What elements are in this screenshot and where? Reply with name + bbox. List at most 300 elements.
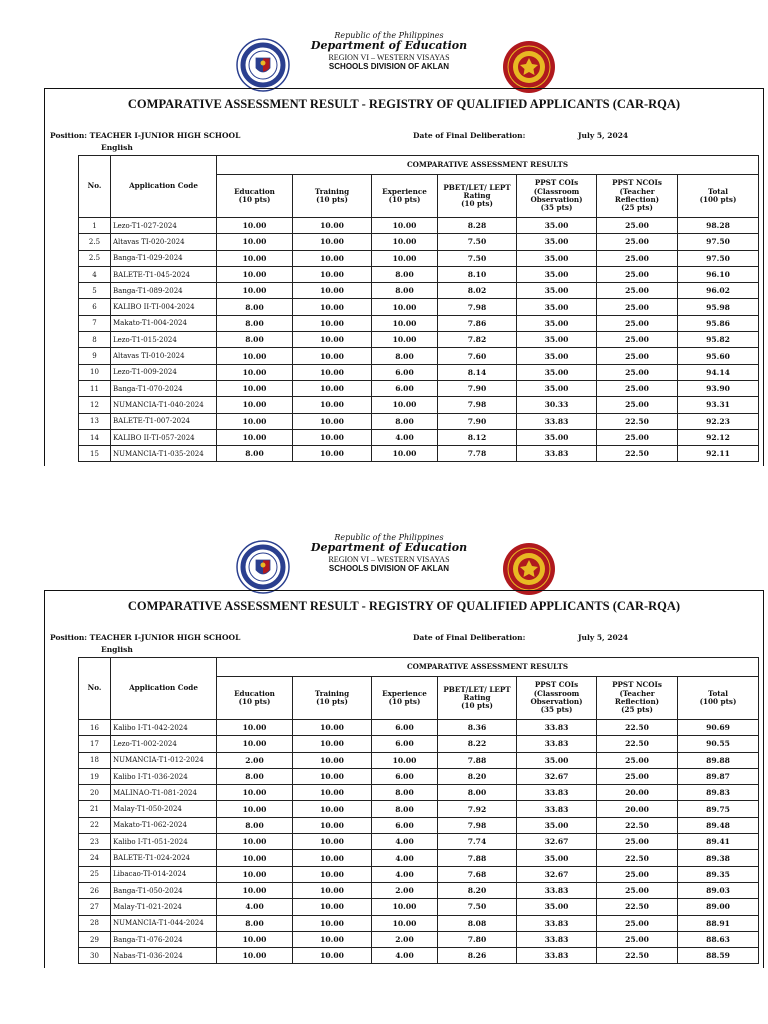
cell-ppst-ncois: 20.00 [597, 785, 678, 801]
cell-experience: 10.00 [372, 332, 438, 348]
cell-training: 10.00 [293, 915, 372, 931]
cell-no: 30 [79, 948, 111, 964]
cell-education: 10.00 [217, 283, 293, 299]
cell-ppst-ncois: 25.00 [597, 380, 678, 396]
aklan-division-seal-icon [502, 40, 556, 94]
cell-ppst-cois: 33.83 [517, 736, 597, 752]
document-page-1 [0, 24, 768, 504]
cell-total: 93.31 [678, 397, 759, 413]
cell-application-code: BALETE-T1-045-2024 [111, 266, 217, 282]
cell-total: 89.88 [678, 752, 759, 768]
region-line: REGION VI – WESTERN VISAYAS [328, 554, 450, 564]
division-line: SCHOOLS DIVISION OF AKLAN [328, 564, 450, 574]
cell-education: 8.00 [217, 446, 293, 462]
col-ppst-cois: PPST COIs (Classroom Observation) (35 pts) [517, 677, 597, 720]
table-row [79, 899, 759, 915]
cell-no: 15 [79, 446, 111, 462]
cell-education: 10.00 [217, 250, 293, 266]
cell-pbet-rating: 8.12 [438, 429, 517, 445]
cell-application-code: BALETE-T1-024-2024 [111, 850, 217, 866]
cell-ppst-ncois: 25.00 [597, 397, 678, 413]
cell-ppst-ncois: 25.00 [597, 283, 678, 299]
cell-experience: 10.00 [372, 915, 438, 931]
cell-education: 10.00 [217, 834, 293, 850]
cell-ppst-cois: 35.00 [517, 850, 597, 866]
cell-pbet-rating: 7.98 [438, 397, 517, 413]
cell-experience: 8.00 [372, 283, 438, 299]
cell-ppst-cois: 35.00 [517, 299, 597, 315]
cell-total: 89.83 [678, 785, 759, 801]
cell-total: 89.38 [678, 850, 759, 866]
cell-training: 10.00 [293, 801, 372, 817]
cell-experience: 10.00 [372, 446, 438, 462]
table-row [79, 299, 759, 315]
republic-line: Republic of the Philippines [334, 31, 444, 40]
cell-education: 10.00 [217, 218, 293, 234]
cell-application-code: Banga-T1-029-2024 [111, 250, 217, 266]
cell-education: 10.00 [217, 931, 293, 947]
cell-ppst-cois: 32.67 [517, 866, 597, 882]
cell-ppst-ncois: 25.00 [597, 752, 678, 768]
cell-experience: 6.00 [372, 768, 438, 784]
table-row [79, 250, 759, 266]
cell-training: 10.00 [293, 364, 372, 380]
cell-no: 29 [79, 931, 111, 947]
cell-experience: 6.00 [372, 817, 438, 833]
cell-pbet-rating: 8.10 [438, 266, 517, 282]
group-header: COMPARATIVE ASSESSMENT RESULTS [217, 156, 759, 175]
cell-training: 10.00 [293, 882, 372, 898]
cell-ppst-ncois: 25.00 [597, 768, 678, 784]
col-ppst-ncois: PPST NCOIs (Teacher Reflection) (25 pts) [597, 677, 678, 720]
cell-total: 93.90 [678, 380, 759, 396]
table-row [79, 882, 759, 898]
cell-ppst-cois: 35.00 [517, 380, 597, 396]
cell-no: 9 [79, 348, 111, 364]
cell-pbet-rating: 7.80 [438, 931, 517, 947]
col-total: Total (100 pts) [678, 175, 759, 218]
cell-application-code: NUMANCIA-T1-044-2024 [111, 915, 217, 931]
cell-ppst-ncois: 25.00 [597, 299, 678, 315]
cell-education: 10.00 [217, 364, 293, 380]
cell-training: 10.00 [293, 413, 372, 429]
document-page-2 [0, 526, 768, 1006]
results-table [78, 155, 759, 462]
cell-ppst-cois: 35.00 [517, 332, 597, 348]
cell-ppst-ncois: 22.50 [597, 736, 678, 752]
cell-application-code: Altavas TI-010-2024 [111, 348, 217, 364]
cell-no: 25 [79, 866, 111, 882]
cell-ppst-cois: 35.00 [517, 817, 597, 833]
table-row [79, 801, 759, 817]
table-row [79, 380, 759, 396]
results-body [79, 218, 759, 462]
cell-ppst-cois: 33.83 [517, 801, 597, 817]
cell-no: 24 [79, 850, 111, 866]
cell-no: 22 [79, 817, 111, 833]
cell-experience: 2.00 [372, 931, 438, 947]
cell-application-code: BALETE-T1-007-2024 [111, 413, 217, 429]
cell-total: 95.82 [678, 332, 759, 348]
col-application-code: Application Code [111, 658, 217, 720]
document-title: COMPARATIVE ASSESSMENT RESULT - REGISTRY OF QUALIFIED APPLICANTS (CAR-RQA) [127, 599, 681, 613]
cell-experience: 10.00 [372, 218, 438, 234]
cell-application-code: Banga-T1-089-2024 [111, 283, 217, 299]
cell-pbet-rating: 7.98 [438, 299, 517, 315]
cell-total: 88.91 [678, 915, 759, 931]
cell-experience: 8.00 [372, 413, 438, 429]
table-row [79, 283, 759, 299]
cell-ppst-cois: 35.00 [517, 899, 597, 915]
cell-total: 90.69 [678, 720, 759, 736]
cell-experience: 4.00 [372, 866, 438, 882]
cell-ppst-ncois: 25.00 [597, 931, 678, 947]
table-row [79, 266, 759, 282]
col-education: Education (10 pts) [217, 677, 293, 720]
cell-education: 10.00 [217, 348, 293, 364]
cell-total: 89.41 [678, 834, 759, 850]
cell-education: 10.00 [217, 801, 293, 817]
col-training: Training (10 pts) [293, 677, 372, 720]
table-row [79, 915, 759, 931]
cell-ppst-cois: 33.83 [517, 785, 597, 801]
aklan-division-seal-icon [502, 542, 556, 596]
cell-pbet-rating: 7.92 [438, 801, 517, 817]
table-row [79, 348, 759, 364]
cell-application-code: Banga-T1-070-2024 [111, 380, 217, 396]
cell-ppst-cois: 30.33 [517, 397, 597, 413]
cell-total: 92.12 [678, 429, 759, 445]
cell-pbet-rating: 7.82 [438, 332, 517, 348]
cell-pbet-rating: 7.78 [438, 446, 517, 462]
cell-ppst-cois: 33.83 [517, 720, 597, 736]
cell-training: 10.00 [293, 720, 372, 736]
position-label: Position: TEACHER I-JUNIOR HIGH SCHOOL [50, 131, 241, 140]
cell-pbet-rating: 8.14 [438, 364, 517, 380]
cell-application-code: Malay-T1-021-2024 [111, 899, 217, 915]
date-label: Date of Final Deliberation: [413, 633, 526, 642]
cell-training: 10.00 [293, 218, 372, 234]
cell-training: 10.00 [293, 283, 372, 299]
cell-education: 8.00 [217, 315, 293, 331]
table-row [79, 429, 759, 445]
cell-no: 1 [79, 218, 111, 234]
cell-ppst-ncois: 22.50 [597, 413, 678, 429]
cell-education: 10.00 [217, 397, 293, 413]
cell-ppst-ncois: 25.00 [597, 266, 678, 282]
cell-training: 10.00 [293, 332, 372, 348]
cell-ppst-cois: 35.00 [517, 752, 597, 768]
cell-ppst-ncois: 25.00 [597, 882, 678, 898]
table-row [79, 446, 759, 462]
cell-ppst-cois: 32.67 [517, 768, 597, 784]
cell-education: 10.00 [217, 850, 293, 866]
cell-ppst-ncois: 25.00 [597, 218, 678, 234]
cell-ppst-ncois: 25.00 [597, 915, 678, 931]
table-row [79, 218, 759, 234]
cell-ppst-cois: 35.00 [517, 218, 597, 234]
cell-pbet-rating: 8.08 [438, 915, 517, 931]
cell-pbet-rating: 7.50 [438, 234, 517, 250]
cell-ppst-ncois: 25.00 [597, 250, 678, 266]
cell-ppst-cois: 35.00 [517, 429, 597, 445]
cell-no: 2.5 [79, 250, 111, 266]
cell-application-code: Lezo-T1-009-2024 [111, 364, 217, 380]
cell-total: 89.00 [678, 899, 759, 915]
cell-no: 7 [79, 315, 111, 331]
cell-application-code: Nabas-T1-036-2024 [111, 948, 217, 964]
col-education: Education (10 pts) [217, 175, 293, 218]
cell-experience: 4.00 [372, 834, 438, 850]
cell-total: 92.11 [678, 446, 759, 462]
cell-education: 10.00 [217, 882, 293, 898]
cell-training: 10.00 [293, 752, 372, 768]
cell-ppst-cois: 33.83 [517, 882, 597, 898]
cell-total: 98.28 [678, 218, 759, 234]
cell-total: 89.75 [678, 801, 759, 817]
cell-training: 10.00 [293, 315, 372, 331]
cell-training: 10.00 [293, 234, 372, 250]
col-pbet: PBET/LET/ LEPT Rating (10 pts) [438, 677, 517, 720]
col-training: Training (10 pts) [293, 175, 372, 218]
date-value: July 5, 2024 [578, 633, 629, 642]
cell-no: 17 [79, 736, 111, 752]
cell-experience: 10.00 [372, 899, 438, 915]
cell-no: 16 [79, 720, 111, 736]
cell-application-code: Kalibo I-T1-036-2024 [111, 768, 217, 784]
cell-total: 89.03 [678, 882, 759, 898]
republic-line: Republic of the Philippines [334, 533, 444, 542]
cell-no: 19 [79, 768, 111, 784]
letterhead [0, 526, 768, 590]
col-experience: Experience (10 pts) [372, 677, 438, 720]
cell-experience: 6.00 [372, 720, 438, 736]
cell-training: 10.00 [293, 768, 372, 784]
cell-application-code: Kalibo I-T1-042-2024 [111, 720, 217, 736]
cell-application-code: Lezo-T1-027-2024 [111, 218, 217, 234]
cell-no: 23 [79, 834, 111, 850]
table-row [79, 397, 759, 413]
table-row [79, 720, 759, 736]
cell-application-code: Lezo-T1-015-2024 [111, 332, 217, 348]
deped-seal-icon [236, 38, 290, 92]
cell-pbet-rating: 7.86 [438, 315, 517, 331]
cell-application-code: Altavas TI-020-2024 [111, 234, 217, 250]
cell-application-code: Kalibo I-T1-051-2024 [111, 834, 217, 850]
cell-education: 8.00 [217, 299, 293, 315]
cell-total: 96.10 [678, 266, 759, 282]
cell-ppst-cois: 35.00 [517, 234, 597, 250]
cell-training: 10.00 [293, 785, 372, 801]
cell-ppst-ncois: 22.50 [597, 948, 678, 964]
letterhead [0, 24, 768, 88]
cell-training: 10.00 [293, 817, 372, 833]
cell-ppst-ncois: 25.00 [597, 866, 678, 882]
cell-training: 10.00 [293, 948, 372, 964]
cell-education: 10.00 [217, 736, 293, 752]
cell-experience: 8.00 [372, 785, 438, 801]
cell-training: 10.00 [293, 397, 372, 413]
group-header: COMPARATIVE ASSESSMENT RESULTS [217, 658, 759, 677]
cell-no: 12 [79, 397, 111, 413]
cell-experience: 6.00 [372, 380, 438, 396]
col-ppst-ncois: PPST NCOIs (Teacher Reflection) (25 pts) [597, 175, 678, 218]
cell-experience: 10.00 [372, 250, 438, 266]
cell-ppst-cois: 33.83 [517, 413, 597, 429]
cell-pbet-rating: 7.90 [438, 413, 517, 429]
table-row [79, 234, 759, 250]
table-row [79, 364, 759, 380]
cell-application-code: Banga-T1-050-2024 [111, 882, 217, 898]
cell-no: 5 [79, 283, 111, 299]
cell-no: 26 [79, 882, 111, 898]
cell-total: 96.02 [678, 283, 759, 299]
cell-ppst-ncois: 22.50 [597, 850, 678, 866]
position-subject: English [101, 645, 133, 654]
letterhead-text [290, 31, 488, 71]
cell-no: 27 [79, 899, 111, 915]
cell-total: 89.87 [678, 768, 759, 784]
cell-training: 10.00 [293, 736, 372, 752]
cell-pbet-rating: 8.36 [438, 720, 517, 736]
cell-education: 10.00 [217, 429, 293, 445]
col-pbet: PBET/LET/ LEPT Rating (10 pts) [438, 175, 517, 218]
table-row [79, 948, 759, 964]
registry-frame [44, 88, 764, 466]
cell-education: 10.00 [217, 866, 293, 882]
cell-no: 4 [79, 266, 111, 282]
cell-training: 10.00 [293, 250, 372, 266]
cell-ppst-cois: 35.00 [517, 364, 597, 380]
cell-pbet-rating: 7.98 [438, 817, 517, 833]
cell-total: 92.23 [678, 413, 759, 429]
col-ppst-cois: PPST COIs (Classroom Observation) (35 pts) [517, 175, 597, 218]
cell-education: 8.00 [217, 768, 293, 784]
cell-training: 10.00 [293, 446, 372, 462]
cell-total: 95.98 [678, 299, 759, 315]
cell-ppst-ncois: 25.00 [597, 348, 678, 364]
department-line: Department of Education [310, 39, 468, 53]
cell-education: 8.00 [217, 915, 293, 931]
cell-ppst-cois: 35.00 [517, 315, 597, 331]
position-label: Position: TEACHER I-JUNIOR HIGH SCHOOL [50, 633, 241, 642]
col-experience: Experience (10 pts) [372, 175, 438, 218]
cell-experience: 4.00 [372, 850, 438, 866]
cell-training: 10.00 [293, 429, 372, 445]
cell-ppst-ncois: 22.50 [597, 899, 678, 915]
cell-education: 8.00 [217, 332, 293, 348]
cell-experience: 10.00 [372, 752, 438, 768]
cell-pbet-rating: 7.68 [438, 866, 517, 882]
cell-pbet-rating: 7.90 [438, 380, 517, 396]
cell-application-code: Banga-T1-076-2024 [111, 931, 217, 947]
cell-no: 2.5 [79, 234, 111, 250]
cell-education: 10.00 [217, 234, 293, 250]
table-row [79, 785, 759, 801]
col-total: Total (100 pts) [678, 677, 759, 720]
table-row [79, 332, 759, 348]
cell-application-code: Makato-T1-062-2024 [111, 817, 217, 833]
cell-education: 10.00 [217, 413, 293, 429]
cell-ppst-cois: 33.83 [517, 446, 597, 462]
cell-ppst-ncois: 25.00 [597, 364, 678, 380]
cell-no: 18 [79, 752, 111, 768]
cell-pbet-rating: 7.74 [438, 834, 517, 850]
cell-pbet-rating: 8.26 [438, 948, 517, 964]
cell-no: 10 [79, 364, 111, 380]
col-application-code: Application Code [111, 156, 217, 218]
cell-no: 28 [79, 915, 111, 931]
table-row [79, 413, 759, 429]
cell-ppst-ncois: 22.50 [597, 446, 678, 462]
cell-training: 10.00 [293, 348, 372, 364]
table-row [79, 850, 759, 866]
cell-training: 10.00 [293, 834, 372, 850]
cell-ppst-ncois: 25.00 [597, 834, 678, 850]
cell-application-code: MALINAO-T1-081-2024 [111, 785, 217, 801]
cell-total: 97.50 [678, 234, 759, 250]
cell-total: 94.14 [678, 364, 759, 380]
cell-ppst-ncois: 25.00 [597, 315, 678, 331]
registry-frame [44, 590, 764, 968]
cell-pbet-rating: 8.20 [438, 768, 517, 784]
cell-experience: 10.00 [372, 234, 438, 250]
table-row [79, 315, 759, 331]
cell-ppst-ncois: 25.00 [597, 234, 678, 250]
department-line: Department of Education [310, 541, 468, 555]
cell-no: 6 [79, 299, 111, 315]
division-line: SCHOOLS DIVISION OF AKLAN [328, 62, 450, 72]
cell-total: 88.63 [678, 931, 759, 947]
cell-no: 21 [79, 801, 111, 817]
results-table [78, 657, 759, 964]
cell-education: 10.00 [217, 380, 293, 396]
cell-ppst-cois: 32.67 [517, 834, 597, 850]
cell-experience: 2.00 [372, 882, 438, 898]
cell-ppst-ncois: 22.50 [597, 817, 678, 833]
region-line: REGION VI – WESTERN VISAYAS [328, 52, 450, 62]
cell-application-code: Libacao-TI-014-2024 [111, 866, 217, 882]
cell-education: 2.00 [217, 752, 293, 768]
cell-ppst-cois: 35.00 [517, 266, 597, 282]
col-no: No. [79, 658, 111, 720]
cell-education: 4.00 [217, 899, 293, 915]
cell-application-code: NUMANCIA-T1-035-2024 [111, 446, 217, 462]
cell-pbet-rating: 7.50 [438, 250, 517, 266]
cell-ppst-ncois: 20.00 [597, 801, 678, 817]
table-row [79, 752, 759, 768]
cell-total: 90.55 [678, 736, 759, 752]
cell-application-code: KALIBO II-TI-057-2024 [111, 429, 217, 445]
cell-education: 10.00 [217, 948, 293, 964]
cell-training: 10.00 [293, 866, 372, 882]
cell-ppst-cois: 33.83 [517, 915, 597, 931]
table-row [79, 866, 759, 882]
results-body [79, 720, 759, 964]
cell-experience: 8.00 [372, 801, 438, 817]
cell-education: 10.00 [217, 720, 293, 736]
cell-ppst-cois: 35.00 [517, 348, 597, 364]
cell-total: 89.35 [678, 866, 759, 882]
cell-ppst-cois: 35.00 [517, 250, 597, 266]
cell-total: 89.48 [678, 817, 759, 833]
cell-ppst-cois: 33.83 [517, 948, 597, 964]
table-row [79, 768, 759, 784]
cell-no: 14 [79, 429, 111, 445]
cell-pbet-rating: 8.02 [438, 283, 517, 299]
cell-pbet-rating: 7.50 [438, 899, 517, 915]
cell-pbet-rating: 7.88 [438, 850, 517, 866]
